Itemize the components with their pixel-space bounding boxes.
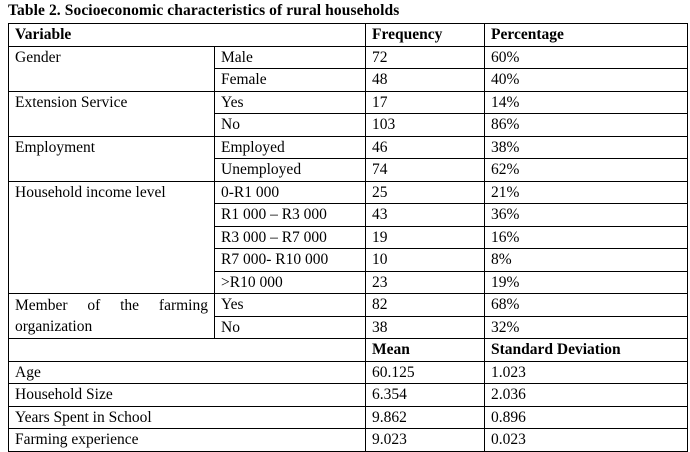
- percentage-cell: 14%: [485, 91, 688, 114]
- frequency-cell: 46: [366, 136, 485, 159]
- frequency-cell: 72: [366, 46, 485, 69]
- category-cell: R3 000 – R7 000: [215, 226, 366, 249]
- frequency-cell: 38: [366, 316, 485, 339]
- frequency-cell: 19: [366, 226, 485, 249]
- empty-cell: [9, 339, 366, 362]
- std-cell: 1.023: [485, 361, 688, 384]
- frequency-cell: 103: [366, 114, 485, 137]
- col-header-mean: Mean: [366, 339, 485, 362]
- variable-cell-household-income: Household income level: [9, 181, 215, 294]
- variable-cell-gender: Gender: [9, 46, 215, 91]
- mean-cell: 9.023: [366, 429, 485, 452]
- category-cell: Yes: [215, 91, 366, 114]
- percentage-cell: 86%: [485, 114, 688, 137]
- frequency-cell: 82: [366, 294, 485, 317]
- percentage-cell: 68%: [485, 294, 688, 317]
- stats-header-row: [9, 339, 688, 362]
- variable-cell-extension-service: Extension Service: [9, 91, 215, 136]
- category-cell: R1 000 – R3 000: [215, 204, 366, 227]
- percentage-cell: 60%: [485, 46, 688, 69]
- frequency-cell: 17: [366, 91, 485, 114]
- percentage-cell: 36%: [485, 204, 688, 227]
- category-cell: Yes: [215, 294, 366, 317]
- category-cell: R7 000- R10 000: [215, 249, 366, 272]
- socioeconomic-table: [8, 23, 688, 452]
- percentage-cell: 38%: [485, 136, 688, 159]
- table-row: [9, 91, 688, 114]
- col-header-standard-deviation: Standard Deviation: [485, 339, 688, 362]
- mean-cell: 6.354: [366, 384, 485, 407]
- stats-row: [9, 361, 688, 384]
- stat-label-cell: Age: [9, 361, 366, 384]
- percentage-cell: 8%: [485, 249, 688, 272]
- percentage-cell: 40%: [485, 69, 688, 92]
- category-cell: No: [215, 316, 366, 339]
- category-cell: Female: [215, 69, 366, 92]
- header-row: [9, 24, 688, 47]
- table-row: [9, 181, 688, 204]
- percentage-cell: 32%: [485, 316, 688, 339]
- percentage-cell: 16%: [485, 226, 688, 249]
- frequency-cell: 43: [366, 204, 485, 227]
- stat-label-cell: Farming experience: [9, 429, 366, 452]
- col-header-frequency: Frequency: [366, 24, 485, 47]
- category-cell: No: [215, 114, 366, 137]
- std-cell: 0.896: [485, 406, 688, 429]
- mean-cell: 9.862: [366, 406, 485, 429]
- col-header-variable: Variable: [9, 24, 366, 47]
- variable-cell-employment: Employment: [9, 136, 215, 181]
- col-header-percentage: Percentage: [485, 24, 688, 47]
- stat-label-cell: Years Spent in School: [9, 406, 366, 429]
- category-cell: Employed: [215, 136, 366, 159]
- category-cell: Male: [215, 46, 366, 69]
- percentage-cell: 19%: [485, 271, 688, 294]
- stat-label-cell: Household Size: [9, 384, 366, 407]
- table-caption: Table 2. Socioeconomic characteristics of rural households: [8, 2, 400, 19]
- frequency-cell: 48: [366, 69, 485, 92]
- std-cell: 0.023: [485, 429, 688, 452]
- stats-row: [9, 429, 688, 452]
- table-row: [9, 46, 688, 69]
- table-row: [9, 294, 688, 317]
- mean-cell: 60.125: [366, 361, 485, 384]
- variable-cell-farming-organization: Member of the farming organization: [9, 294, 215, 339]
- percentage-cell: 62%: [485, 159, 688, 182]
- stats-row: [9, 406, 688, 429]
- frequency-cell: 25: [366, 181, 485, 204]
- frequency-cell: 74: [366, 159, 485, 182]
- category-cell: >R10 000: [215, 271, 366, 294]
- category-cell: Unemployed: [215, 159, 366, 182]
- frequency-cell: 23: [366, 271, 485, 294]
- std-cell: 2.036: [485, 384, 688, 407]
- stats-row: [9, 384, 688, 407]
- category-cell: 0-R1 000: [215, 181, 366, 204]
- percentage-cell: 21%: [485, 181, 688, 204]
- frequency-cell: 10: [366, 249, 485, 272]
- table-row: [9, 136, 688, 159]
